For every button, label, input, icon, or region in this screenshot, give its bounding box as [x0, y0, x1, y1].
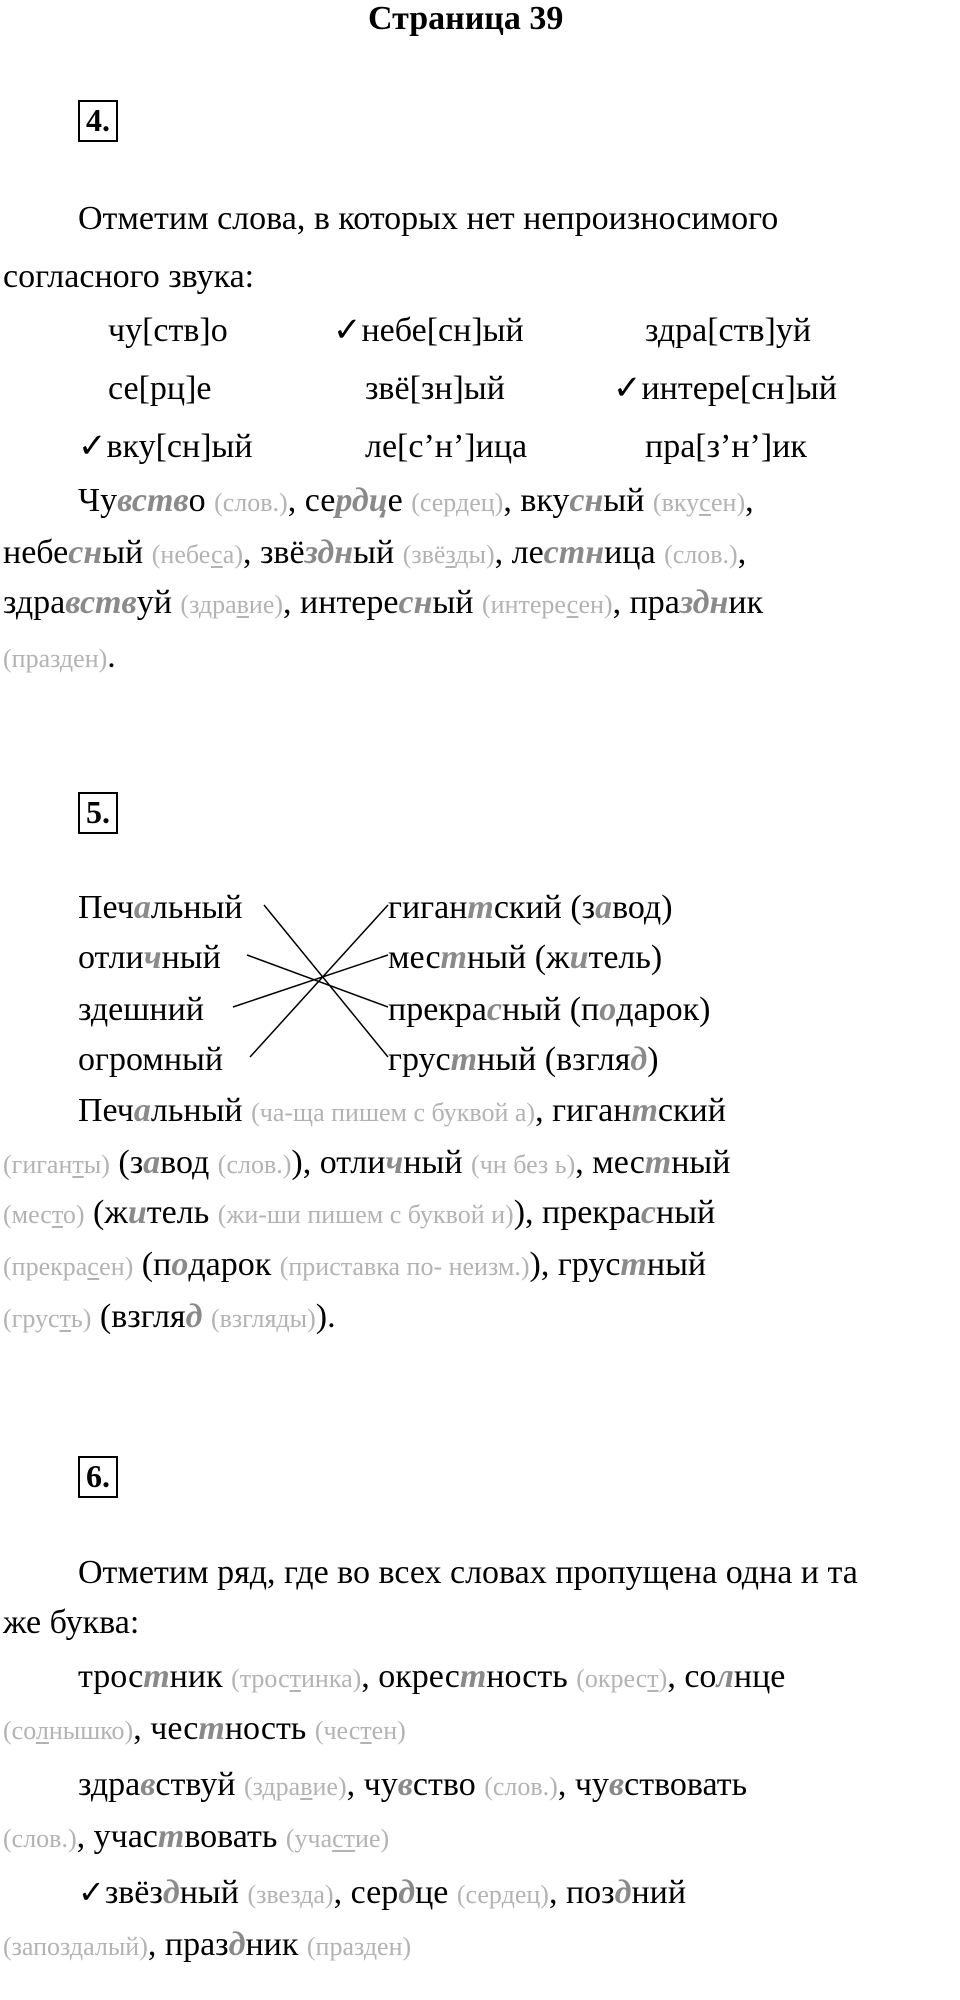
- right-word-4: грустный (взгляд): [388, 1041, 659, 1078]
- right-word-3: прекрасный (подарок): [388, 991, 711, 1028]
- left-word-2: отличный: [78, 939, 221, 976]
- checkmark-icon: ✓: [78, 1874, 105, 1910]
- task5-explanation-line-5: (грусть) (взгляд (взгляды)).: [3, 1298, 336, 1335]
- task4-explanation-line-2: небесный (небеса), звёздный (звёзды), лестница (слов.),: [3, 534, 747, 571]
- left-word-4: огромный: [78, 1041, 224, 1078]
- task-number-4: 4.: [78, 100, 118, 142]
- task4-word: ✓вку[сн]ый: [78, 428, 253, 465]
- task-number-6: 6.: [78, 1456, 118, 1498]
- task4-word: ✓интере[сн]ый: [613, 370, 837, 407]
- left-word-3: здешний: [78, 991, 204, 1028]
- right-word-2: местный (житель): [388, 939, 663, 976]
- task4-word: звё[зн]ый: [365, 370, 505, 407]
- task4-word: пра[з’н’]ик: [645, 428, 807, 465]
- task4-intro-line-2: согласного звука:: [3, 258, 255, 295]
- task-number-5: 5.: [78, 792, 118, 834]
- task6-row3-line-2: (запоздалый), праздник (празден): [3, 1926, 412, 1963]
- task5-explanation-line-1: Печальный (ча-ща пишем с буквой а), гигантский: [78, 1092, 726, 1129]
- task6-intro-line-2: же буква:: [3, 1604, 140, 1641]
- task6-row2-line-1: здравствуй (здравие), чувство (слов.), чувствовать: [78, 1766, 748, 1803]
- task6-row2-line-2: (слов.), участвовать (участие): [3, 1818, 390, 1855]
- task4-explanation-line-4: (празден).: [3, 638, 116, 675]
- task6-intro-line-1: Отметим ряд, где во всех словах пропущена одна и та: [78, 1554, 858, 1591]
- task5-explanation-line-4: (прекрасен) (подарок (приставка по- неизм.)), грустный: [3, 1246, 707, 1283]
- task4-explanation-line-3: здравствуй (здравие), интересный (интересен), праздник: [3, 584, 764, 621]
- task5-explanation-line-3: (место) (житель (жи-ши пишем с буквой и)), прекрасный: [3, 1194, 716, 1231]
- task6-row1-line-2: (солнышко), честность (честен): [3, 1710, 406, 1747]
- task5-explanation-line-2: (гиганты) (завод (слов.)), отличный (чн без ь), местный: [3, 1144, 731, 1181]
- task6-row1-line-1: тростник (тростинка), окрестность (окрест), солнце: [78, 1658, 786, 1695]
- task4-word: се[рц]е: [108, 370, 212, 407]
- task4-word: здра[ств]уй: [645, 312, 812, 349]
- task4-word: ле[с’н’]ица: [365, 428, 528, 465]
- task4-intro-line-1: Отметим слова, в которых нет непроизносимого: [78, 200, 779, 237]
- right-word-1: гигантский (завод): [388, 889, 673, 926]
- task6-row3-line-1: ✓звёздный (звезда), сердце (сердец), поздний: [78, 1874, 687, 1911]
- left-word-1: Печальный: [78, 889, 243, 926]
- page-title: Страница 39: [368, 0, 564, 37]
- task4-word: ✓небе[сн]ый: [333, 312, 524, 349]
- task4-explanation-line-1: Чувство (слов.), сердце (сердец), вкусный (вкусен),: [78, 482, 754, 519]
- task4-word: чу[ств]о: [108, 312, 228, 349]
